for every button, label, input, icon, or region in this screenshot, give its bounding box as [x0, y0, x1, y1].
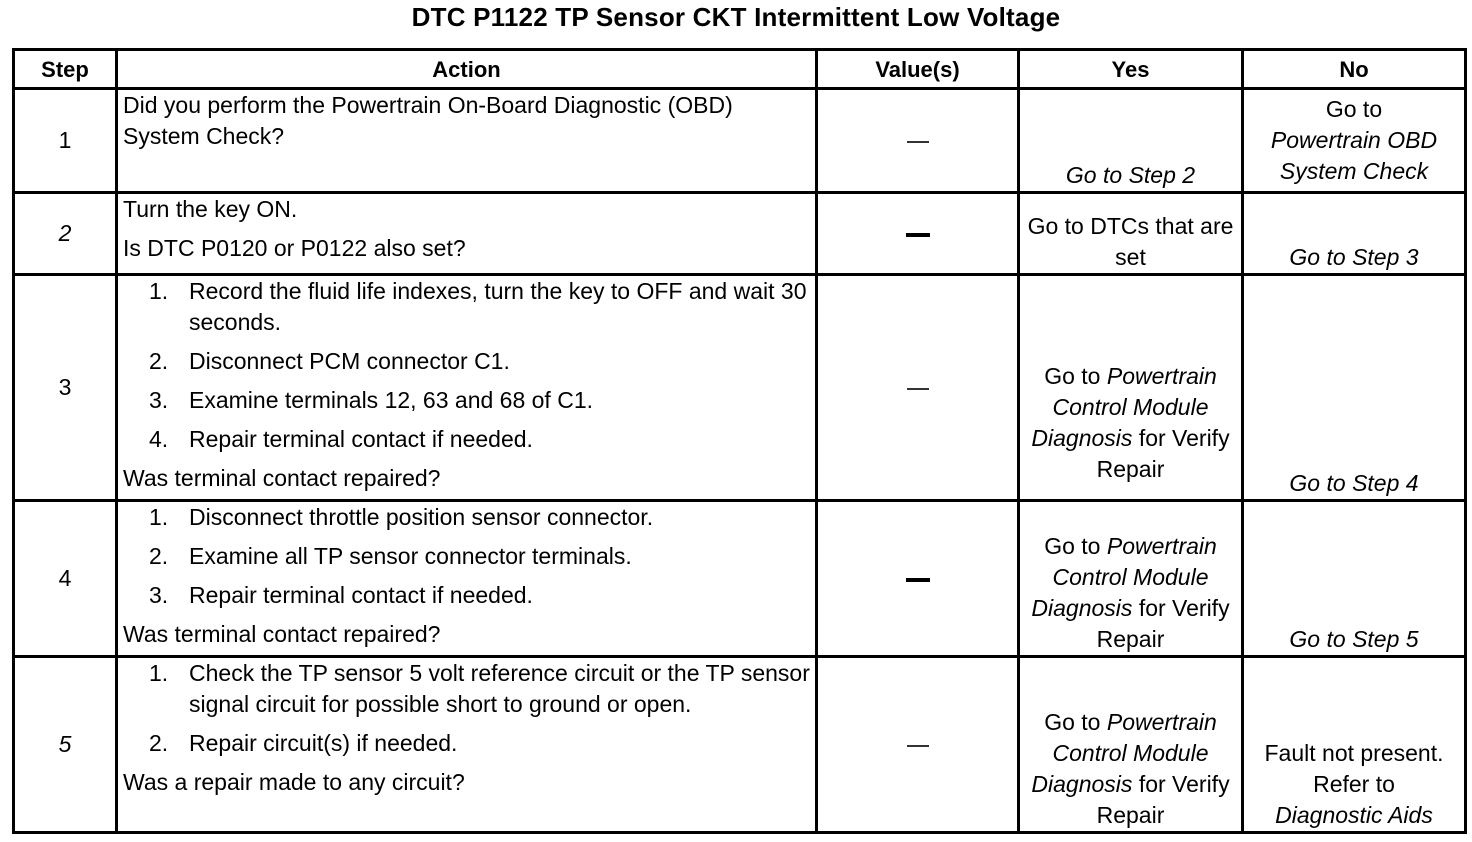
substep-number: 4.: [149, 426, 169, 452]
table-header-row: [14, 50, 1466, 89]
substep-text: Record the fluid life indexes, turn the key to OFF and wait 30 seconds.: [189, 278, 807, 335]
action-cell: [117, 89, 817, 193]
yes-cell: [1019, 657, 1243, 833]
header-action: Action: [117, 50, 817, 89]
action-question: Was a repair made to any circuit?: [123, 769, 465, 795]
header-yes: Yes: [1019, 50, 1243, 89]
no-prefix: Go to: [1325, 96, 1383, 122]
no-cell: Go to Step 4: [1243, 275, 1466, 501]
substep-item: [123, 424, 810, 455]
no-link: Diagnostic Aids: [1275, 802, 1433, 828]
action-instruction: Turn the key ON.: [123, 196, 298, 222]
substep-item: [123, 276, 810, 338]
substep-item: [123, 346, 810, 377]
substep-text: Check the TP sensor 5 volt reference circuit or the TP sensor signal circuit for possible short to ground or open.: [189, 660, 810, 717]
substep-item: [123, 728, 810, 759]
substep-text: Examine terminals 12, 63 and 68 of C1.: [189, 387, 594, 413]
substep-text: Disconnect PCM connector C1.: [189, 348, 510, 374]
table-row-step-5: [14, 657, 1466, 833]
substep-item: [123, 580, 810, 611]
substep-text: Examine all TP sensor connector terminals.: [189, 543, 632, 569]
substep-list: [123, 658, 810, 759]
yes-cell: [1019, 275, 1243, 501]
substep-item: [123, 385, 810, 416]
substep-number: 3.: [149, 582, 169, 608]
table-row-step-2: [14, 193, 1466, 275]
yes-prefix: Go to: [1044, 362, 1101, 389]
yes-prefix: Go to: [1044, 709, 1101, 735]
yes-prefix: Go to: [1044, 533, 1101, 559]
no-cell: [1243, 657, 1466, 833]
substep-item: [123, 502, 810, 533]
yes-cell: Go to Step 2: [1019, 89, 1243, 193]
step-number: 3: [14, 275, 117, 501]
substep-number: 1.: [149, 660, 169, 686]
step-number: 2: [14, 193, 117, 275]
action-cell: [117, 657, 817, 833]
value-dash: [907, 388, 929, 390]
value-cell: [817, 89, 1019, 193]
substep-item: [123, 658, 810, 720]
substep-number: 2.: [149, 543, 169, 569]
substep-list: [123, 502, 810, 611]
yes-cell: [1019, 501, 1243, 657]
substep-item: [123, 541, 810, 572]
yes-suffix: for Verify Repair: [1096, 424, 1230, 482]
table-row-step-4: [14, 501, 1466, 657]
substep-list: [123, 276, 810, 455]
substep-number: 2.: [149, 348, 169, 374]
table-row-step-1: [14, 89, 1466, 193]
value-cell: [817, 657, 1019, 833]
table-row-step-3: [14, 275, 1466, 501]
yes-suffix: for Verify Repair: [1096, 595, 1230, 652]
action-cell: [117, 275, 817, 501]
no-text: Fault not present. Refer to: [1264, 740, 1444, 797]
substep-number: 3.: [149, 387, 169, 413]
no-cell: [1243, 89, 1466, 193]
step-number: 1: [14, 89, 117, 193]
yes-cell: Go to DTCs that are set: [1019, 193, 1243, 275]
document-title: DTC P1122 TP Sensor CKT Intermittent Low Voltage: [411, 2, 1061, 32]
action-question: Did you perform the Powertrain On-Board Diagnostic (OBD) System Check?: [123, 92, 733, 149]
substep-text: Disconnect throttle position sensor connector.: [189, 504, 654, 530]
yes-link: Powertrain Control Module Diagnosis: [1031, 709, 1217, 797]
action-cell: [117, 193, 817, 275]
value-cell: [817, 501, 1019, 657]
header-values: Value(s): [817, 50, 1019, 89]
yes-link: Powertrain Control Module Diagnosis: [1031, 362, 1217, 451]
no-link: Powertrain OBD System Check: [1270, 127, 1438, 184]
action-question: Was terminal contact repaired?: [123, 621, 441, 647]
header-no: No: [1243, 50, 1466, 89]
value-cell: [817, 193, 1019, 275]
action-question: Is DTC P0120 or P0122 also set?: [123, 235, 466, 261]
value-dash: [906, 578, 930, 582]
substep-number: 2.: [149, 730, 169, 756]
header-step: Step: [14, 50, 117, 89]
no-cell: Go to Step 3: [1243, 193, 1466, 275]
value-dash: [907, 745, 929, 747]
substep-text: Repair circuit(s) if needed.: [189, 730, 458, 756]
step-number: 4: [14, 501, 117, 657]
yes-link: Powertrain Control Module Diagnosis: [1031, 533, 1217, 621]
action-question: Was terminal contact repaired?: [123, 465, 441, 491]
substep-text: Repair terminal contact if needed.: [189, 582, 533, 608]
action-cell: [117, 501, 817, 657]
substep-number: 1.: [149, 504, 169, 530]
substep-number: 1.: [149, 278, 169, 304]
yes-suffix: for Verify Repair: [1096, 771, 1230, 828]
value-dash: [907, 141, 929, 143]
no-cell: Go to Step 5: [1243, 501, 1466, 657]
diagnostic-table: [12, 48, 1467, 834]
step-number: 5: [14, 657, 117, 833]
substep-text: Repair terminal contact if needed.: [189, 426, 533, 452]
value-cell: [817, 275, 1019, 501]
value-dash: [906, 233, 930, 237]
